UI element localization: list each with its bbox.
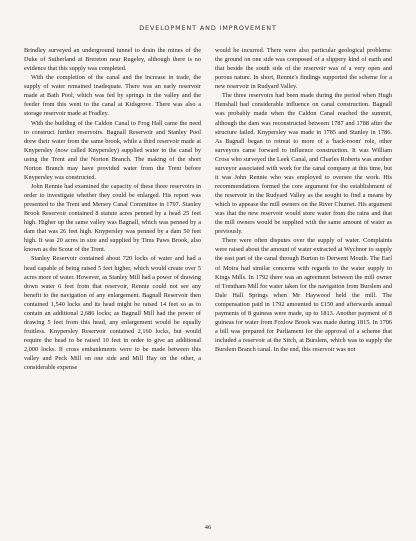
paragraph: With the building of the Caldon Canal to Frog Hall came the need to construct further reservoirs. Bagnall Reservoir and Stanley Pool drew their water from the same brook, while a third reservoir made at Knypersley (now called Knypersley) supplied water to the canal by using the Trent and the Norton Branch. The making of the short Norton Branch may have provided water from the Trent before Knypersley was constructed. xyxy=(24,119,201,181)
page-number: 46 xyxy=(204,524,212,531)
paragraph: would be incurred. There were also particular geological problems: the ground on one side was composed of a slippery kind of earth and that beside the south side of the reservoir was of a very open and porous nature. In short, Rennie's findings supported the scheme for a new reservoir in Rudyard Valley. xyxy=(215,47,392,91)
paragraph: There were often disputes over the supply of water. Complaints were raised about the amount of water extracted at Wychnor to supply the east part of the canal through Burton to Derwent Mouth. The Earl of Moira had similar concerns with regards to the water supply to Kings Mills. In 1792 there was an agreement between the mill owner of Trentham Mill for water taken for the navigation from Burslem and Dale Hall Springs when Mr Haywood held the mill. The compensation paid in 1792 amounted to £150 and afterwards annual payments of 8 guineas were made, up to 1813. Another payment of 8 guineas for water from Foxlow Brook was made during 1815. In 1706 a bill was prepared for Parliament for the approval of a scheme that included a reservoir at the Sitch, at Burslem, which was to supply the Burslem Branch canal. In the end, this reservoir was not xyxy=(215,237,392,354)
left-column xyxy=(24,46,201,372)
running-head: DEVELOPMENT AND IMPROVEMENT xyxy=(139,24,277,32)
paragraph: With the completion of the canal and the increase in trade, the supply of water remained inadequate. There was an early reservoir made at Bath Pool, which was fed by springs in the valley and the feeder from this went to the canal at Kidsgrove. There was also a storage reservoir made at Fradley. xyxy=(24,74,201,118)
text-columns xyxy=(24,46,392,372)
paragraph: The three reservoirs had been made during the period when Hugh Henshall had considerable influence on canal construction. Bagnall was probably made when the Caldon Canal reached the summit, although the dam was reconstructed between 1787 and 1788 after the structure failed. Knypersley was made in 1785 and Stanley in 1786. As Bagnall began to retreat to more of a 'back-room' role, other surveyors came forward to influence construction. It was William Cross who surveyed the Leek Canal, and Charles Roberts was another surveyor associated with work for the canal company at this time, but it was John Rennie who was employed to oversee the work. His recommendations formed the core argument for the establishment of the reservoir in the Rudyard Valley as the sought to find a means by which to appease the mill owners on the River Churnet. His argument was that the new reservoir would store water from the rains and that the mill owners would be supplied with the same amount of water as previously. xyxy=(215,92,392,236)
paragraph: Brindley surveyed an underground tunnel to drain the mines of the Duke of Sutherland at Brereton near Rugeley, although there is no evidence that this supply was completed. xyxy=(24,47,201,73)
paragraph: Stanley Reservoir contained about 720 locks of water and had a head capable of being raised 5 feet higher, which would create over 5 acres more of water. However, as Stanley Mill had a power of drawing down water 6 feet from that reservoir, Rennie could not see any benefit to the navigation of any enlargement. Bagnall Reservoir then contained 1,540 locks and its head might be raised 14 feet so as to contain an additional 2,686 locks; as Bagnall Mill had the power of drawing 5 feet from this head, any enlargement would be equally fruitless. Knypersley Reservoir contained 2,160 locks, but would require the head to be raised 10 feet in order to give an additional 2,000 locks. If cross embankments were to be made between this valley and Peck Mill on one side and Mill Hay on the other, a considerable expense xyxy=(24,255,201,372)
paragraph: John Rennie had examined the capacity of these three reservoirs in order to investigate whether they could be enlarged. His report was presented to the Trent and Mersey Canal Committee in 1797. Stanley Brook Reservoir contained 8 statute acres penned by a head 25 feet high. Higher up the same valley was Bagnall, which was penned by a dam that was 26 feet high. Knypersley was penned by a dam 50 feet high. It was 20 acres in size and supplied by Tims Paws Brook, also known as the Scour of the Trent. xyxy=(24,182,201,254)
right-column xyxy=(215,46,392,372)
